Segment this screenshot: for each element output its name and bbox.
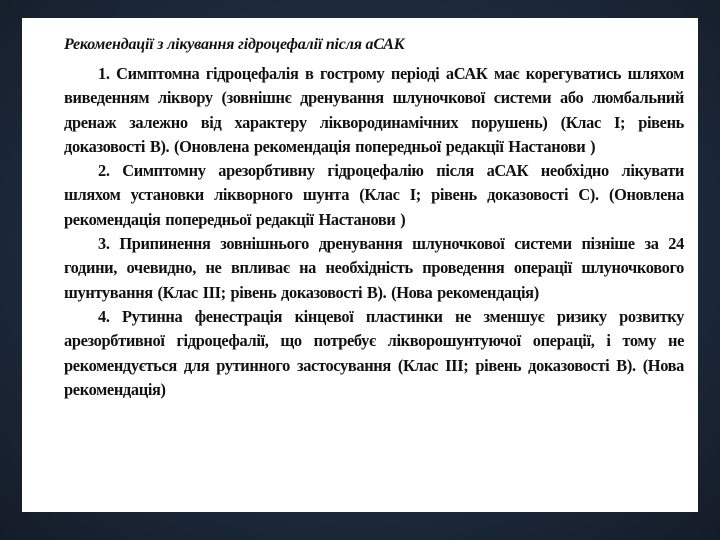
recommendation-2: 2. Симптомну арезорбтивну гідроцефалію після аСАК необхідно лікувати шляхом установки лікворного шунта (Клас І; рівень доказовості С). (Оновлена рекомендація попередньої редакції Настанови ) xyxy=(64,161,684,229)
document-panel xyxy=(22,18,698,512)
recommendation-4: 4. Рутинна фенестрація кінцевої пластинки не зменшує ризику розвитку арезорбтивної гідроцефалії, що потребує лікворошунтуючої операції, і тому не рекомендується для рутинного застосування (Клас ІІІ; рівень доказовості В). (Нова рекомендація) xyxy=(64,306,684,399)
recommendation-list xyxy=(64,62,684,402)
recommendation-3: 3. Припинення зовнішнього дренування шлуночкової системи пізніше за 24 години, очевидно, не впливає на необхідність проведення операції шлуночкового шунтування (Клас ІІІ; рівень доказовості В). (Нова рекомендація) xyxy=(64,234,684,302)
document-title: Рекомендації з лікування гідроцефалії після аСАК xyxy=(64,36,405,53)
recommendation-1: 1. Симптомна гідроцефалія в гострому періоді аСАК має корегуватись шляхом виведенням ліквору (зовнішнє дренування шлуночкової системи або люмбальний дренаж залежно від характеру ліквородинамічних порушень) (Клас І; рівень доказовості В). (Оновлена рекомендація попередньої редакції Настанови ) xyxy=(64,64,684,156)
